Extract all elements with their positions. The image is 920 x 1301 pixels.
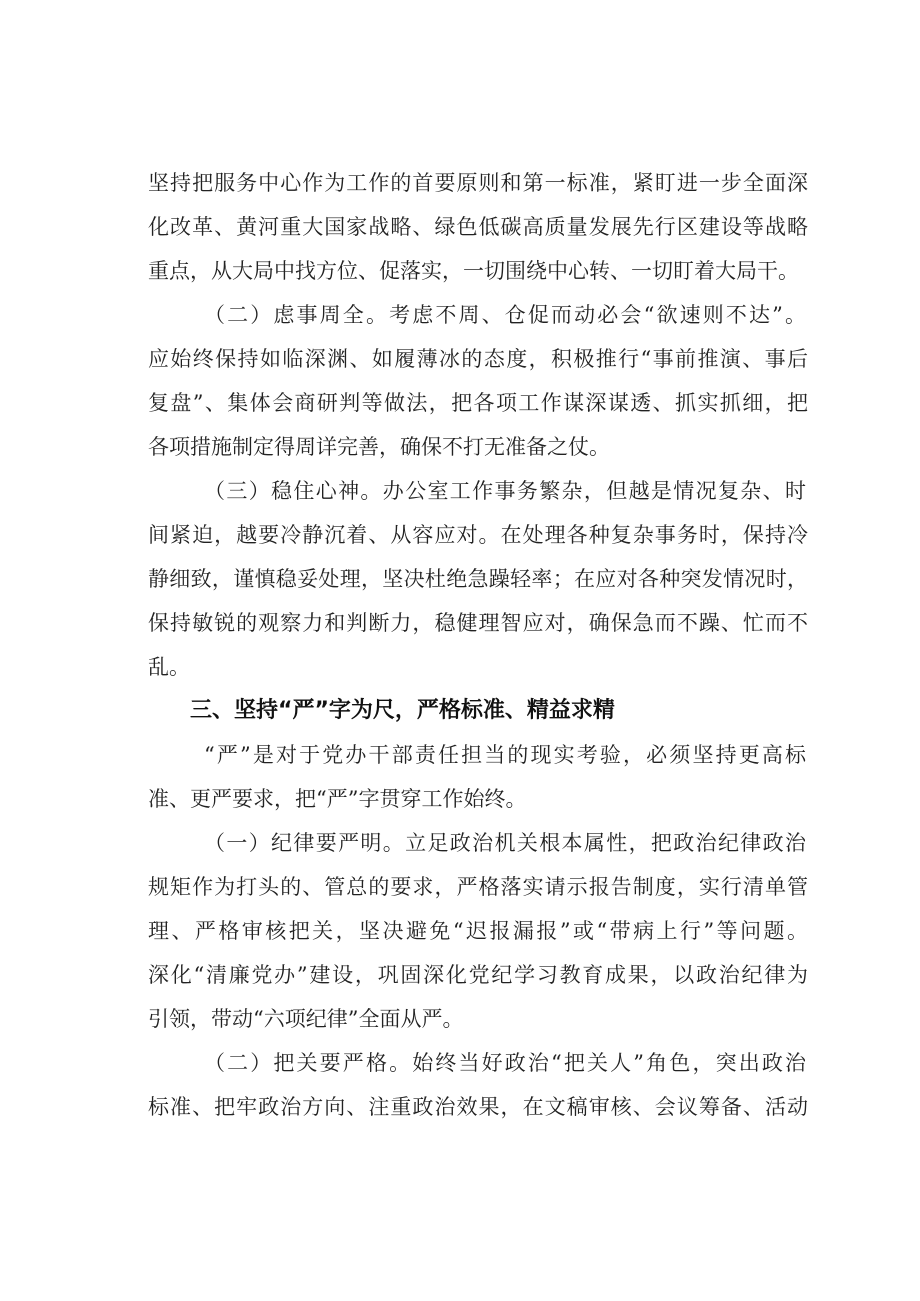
paragraph-line: 复盘”、集体会商研判等做法，把各项工作谋深谋透、抓实抓细，把: [148, 391, 808, 415]
paragraph-line: （二）虑事周全。考虑不周、仓促而动必会“欲速则不达”。: [204, 303, 806, 327]
paragraph-line: 标准、把牢政治方向、注重政治效果，在文稿审核、会议筹备、活动: [148, 1095, 808, 1119]
paragraph-line: （二）把关要严格。始终当好政治“把关人”角色，突出政治: [204, 1051, 806, 1075]
paragraph-line: 规矩作为打头的、管总的要求，严格落实请示报告制度，实行清单管: [148, 875, 808, 899]
section-heading: 三、坚持“严”字为尺，严格标准、精益求精: [190, 698, 615, 723]
paragraph-line: 坚持把服务中心作为工作的首要原则和第一标准，紧盯进一步全面深: [148, 171, 808, 195]
paragraph-line: （三）稳住心神。办公室工作事务繁杂，但越是情况复杂、时: [204, 479, 806, 503]
paragraph-line: （一）纪律要严明。立足政治机关根本属性，把政治纪律政治: [204, 831, 806, 855]
paragraph-line: 深化“清廉党办”建设，巩固深化党纪学习教育成果，以政治纪律为: [148, 963, 808, 987]
paragraph-line: 准、更严要求，把“严”字贯穿工作始终。: [148, 787, 527, 811]
paragraph-line: 保持敏锐的观察力和判断力，稳健理智应对，确保急而不躁、忙而不: [148, 611, 808, 635]
paragraph-line: 引领，带动“六项纪律”全面从严。: [148, 1007, 464, 1031]
paragraph-line: 乱。: [148, 655, 190, 679]
paragraph-line: 化改革、黄河重大国家战略、绿色低碳高质量发展先行区建设等战略: [148, 215, 808, 239]
paragraph-line: 各项措施制定得周详完善，确保不打无准备之仗。: [148, 435, 610, 459]
paragraph-line: 静细致，谨慎稳妥处理，坚决杜绝急躁轻率；在应对各种突发情况时，: [148, 567, 808, 591]
paragraph-line: 理、严格审核把关，坚决避免“迟报漏报”或“带病上行”等问题。: [148, 919, 808, 943]
paragraph-line: 重点，从大局中找方位、促落实，一切围绕中心转、一切盯着大局干。: [148, 259, 799, 283]
paragraph-line: “严”是对于党办干部责任担当的现实考验，必须坚持更高标: [204, 743, 806, 767]
paragraph-line: 应始终保持如临深渊、如履薄冰的态度，积极推行“事前推演、事后: [148, 347, 808, 371]
paragraph-line: 间紧迫，越要冷静沉着、从容应对。在处理各种复杂事务时，保持冷: [148, 523, 808, 547]
